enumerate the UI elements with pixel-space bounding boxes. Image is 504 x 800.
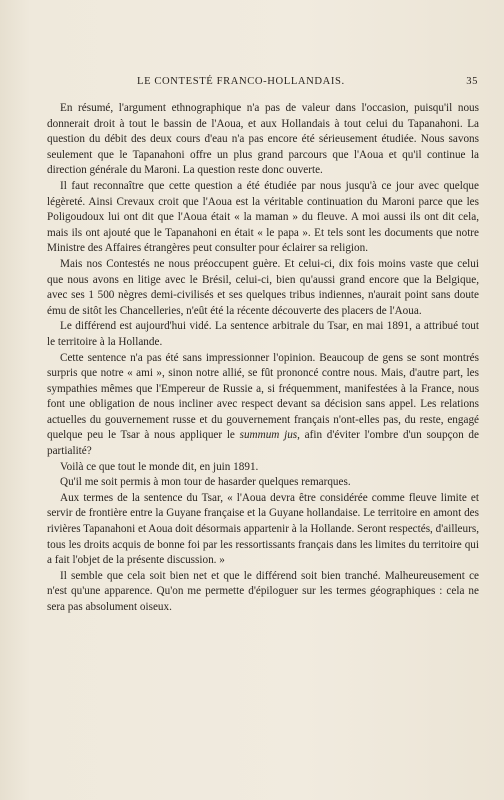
paragraph: Il semble que cela soit bien net et que le différend soit bien tranché. Malheureusement ce n'est qu'une apparence. Qu'on me permette d'épiloguer sur les termes géographiques : cela ne sera pas absolument oiseux. — [47, 569, 479, 613]
paragraph: Il faut reconnaître que cette question a été étudiée par nous jusqu'à ce jour avec quelque légèreté. Ainsi Crevaux croit que l'Aoua est la véritable continuation du Maroni parce que les Poligoudoux lui ont dit que l'Aoua était « la maman » du fleuve. A moi aussi ils ont dit cela, mais ils ont ajouté que le Tapanahoni en était « le papa ». Et tels sont les documents que notre Ministre des Affaires étrangères peut consulter pour éclairer sa religion. — [47, 179, 479, 255]
paragraph-text: , afin d'éviter l'ombre d'un soupçon de partialité? — [47, 429, 479, 458]
paragraph — [47, 351, 479, 460]
italic-phrase: summum jus — [239, 429, 298, 442]
paragraph: Le différend est aujourd'hui vidé. La sentence arbitrale du Tsar, en mai 1891, a attribué tout le territoire à la Hollande. — [47, 320, 479, 348]
paragraph: Voilà ce que tout le monde dit, en juin 1891. — [60, 460, 259, 473]
paragraph-text: Cette sentence n'a pas été sans impressionner l'opinion. Beaucoup de gens se sont montrés surpris que notre « ami », sinon notre allié, se fût prononcé contre nous. Mais, d'autre part, les sympathies mêmes que l'Empereur de Russie a, si fréquemment, manifestées à la France, nous font une obligation de nous incliner avec respect devant sa décision sans appel. Les relations actuelles du gouvernement russe et du gouvernement français n'ont-elles pas, du reste, engagé quelque peu le Tsar à nous appliquer le — [47, 351, 479, 442]
page-number: 35 — [466, 76, 478, 87]
paragraph: Mais nos Contestés ne nous préoccupent guère. Et celui-ci, dix fois moins vaste que celui que nous avons en litige avec le Brésil, celui-ci, bien qu'aussi grand encore que la Belgique, avec ses 1 500 nègres demi-civilisés et ses quelques tribus indiennes, n'aurait point sans doute ému de sitôt les Chancelleries, n'eût été la récente découverte des placers de l'Aoua. — [47, 257, 479, 317]
running-title: LE CONTESTÉ FRANCO-HOLLANDAIS. — [137, 76, 345, 87]
paragraph: Qu'il me soit permis à mon tour de hasarder quelques remarques. — [60, 476, 351, 489]
paragraph: En résumé, l'argument ethnographique n'a pas de valeur dans l'occasion, puisqu'il nous donnerait droit à tout le bassin de l'Aoua, et aux Hollandais à tout celui du Tapanahoni. La question du débit des deux cours d'eau n'a pas encore été sérieusement étudiée. Nous savons seulement que le Tapanahoni offre un plus grand parcours que l'Aoua et qu'il continue la direction générale du Maroni. La question reste donc ouverte. — [47, 102, 479, 177]
text-body — [47, 101, 479, 616]
running-header — [42, 76, 480, 92]
paragraph: Aux termes de la sentence du Tsar, « l'Aoua devra être considérée comme fleuve limite et servir de frontière entre la Guyane française et la Guyane hollandaise. Le territoire en amont des rivières Tapanahoni et Aoua doit désormais appartenir à la Hollande. Seront respectés, d'ailleurs, tous les droits acquis de bonne foi par les ressortissants français dans les limites du territoire qui a fait l'objet de la présente discussion. » — [47, 491, 479, 567]
